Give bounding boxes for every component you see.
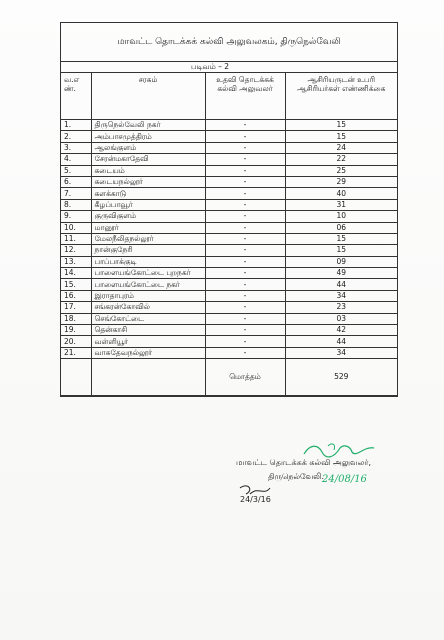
row-sno: 4.	[61, 154, 91, 165]
row-aeeo: -	[205, 176, 285, 187]
row-sno: 5.	[61, 165, 91, 176]
total-label: மொத்தம்	[205, 359, 285, 396]
row-sno: 8.	[61, 199, 91, 210]
row-aeeo: -	[205, 302, 285, 313]
table-row	[61, 336, 397, 347]
row-count: 15	[285, 131, 397, 142]
row-count: 23	[285, 302, 397, 313]
row-aeeo: -	[205, 325, 285, 336]
column-header-count: ஆசிரியருடன் உபரி ஆசிரியர்கள் எண்ணிக்கை	[285, 73, 397, 120]
row-sno: 18.	[61, 313, 91, 324]
row-block-name: செங்கோட்டை	[91, 313, 205, 324]
surplus-teachers-table	[61, 73, 397, 396]
table-row	[61, 176, 397, 187]
row-count: 40	[285, 188, 397, 199]
row-aeeo: -	[205, 142, 285, 153]
row-aeeo: -	[205, 279, 285, 290]
row-sno: 16.	[61, 290, 91, 301]
row-sno: 20.	[61, 336, 91, 347]
row-block-name: களக்காடு	[91, 188, 205, 199]
row-aeeo: -	[205, 268, 285, 279]
row-aeeo: -	[205, 313, 285, 324]
row-count: 34	[285, 347, 397, 358]
row-sno: 14.	[61, 268, 91, 279]
pen-date: 24/3/16	[240, 495, 271, 504]
row-sno: 10.	[61, 222, 91, 233]
handwritten-date	[320, 466, 384, 490]
table-body	[61, 120, 397, 396]
table-row	[61, 290, 397, 301]
total-empty-cell	[91, 359, 205, 396]
row-aeeo: -	[205, 256, 285, 267]
row-count: 15	[285, 245, 397, 256]
row-block-name: தென்காசி	[91, 325, 205, 336]
row-block-name: நான்குநேரி	[91, 245, 205, 256]
table-row	[61, 279, 397, 290]
row-count: 42	[285, 325, 397, 336]
row-block-name: பாப்பாக்குடி	[91, 256, 205, 267]
row-count: 24	[285, 142, 397, 153]
row-sno: 15.	[61, 279, 91, 290]
row-sno: 1.	[61, 120, 91, 131]
table-row	[61, 199, 397, 210]
row-aeeo: -	[205, 222, 285, 233]
table-row	[61, 268, 397, 279]
pen-initials	[236, 480, 300, 504]
table-row	[61, 188, 397, 199]
row-block-name: மேலநீலிதநல்லூர்	[91, 233, 205, 244]
row-aeeo: -	[205, 336, 285, 347]
row-count: 29	[285, 176, 397, 187]
row-aeeo: -	[205, 290, 285, 301]
table-row	[61, 131, 397, 142]
table-row	[61, 142, 397, 153]
table-row	[61, 325, 397, 336]
column-header-sno: வ.எ ண்.	[61, 73, 91, 120]
total-row	[61, 359, 397, 396]
row-count: 10	[285, 211, 397, 222]
office-title: மாவட்ட தொடக்கக் கல்வி அலுவலகம், திருநெல்வேலி	[61, 23, 397, 62]
row-block-name: சேரன்மகாதேவி	[91, 154, 205, 165]
row-block-name: ஆலங்குளம்	[91, 142, 205, 153]
form-label: படிவம் – 2	[61, 62, 397, 73]
row-sno: 2.	[61, 131, 91, 142]
row-aeeo: -	[205, 199, 285, 210]
table-row	[61, 211, 397, 222]
row-block-name: திருநெல்வேலி நகர்	[91, 120, 205, 131]
row-sno: 17.	[61, 302, 91, 313]
row-block-name: வள்ளியூர்	[91, 336, 205, 347]
table-row	[61, 347, 397, 358]
row-aeeo: -	[205, 211, 285, 222]
row-sno: 13.	[61, 256, 91, 267]
row-block-name: கடையநல்லூர்	[91, 176, 205, 187]
handwritten-date-text: 24/08/16	[322, 474, 367, 485]
row-count: 44	[285, 279, 397, 290]
row-sno: 12.	[61, 245, 91, 256]
row-block-name: கடையம்	[91, 165, 205, 176]
total-value: 529	[285, 359, 397, 396]
form-frame	[60, 22, 398, 397]
signatory-designation: மாவட்ட தொடக்கக் கல்வி அலுவலர்,	[236, 458, 371, 467]
table-row	[61, 233, 397, 244]
row-count: 09	[285, 256, 397, 267]
row-sno: 11.	[61, 233, 91, 244]
row-aeeo: -	[205, 165, 285, 176]
row-block-name: அம்பாசமுத்திரம்	[91, 131, 205, 142]
table-row	[61, 302, 397, 313]
row-block-name: மானூர்	[91, 222, 205, 233]
row-aeeo: -	[205, 245, 285, 256]
row-block-name: வாசுதேவநல்லூர்	[91, 347, 205, 358]
row-sno: 9.	[61, 211, 91, 222]
row-aeeo: -	[205, 233, 285, 244]
row-aeeo: -	[205, 131, 285, 142]
row-count: 25	[285, 165, 397, 176]
table-row	[61, 256, 397, 267]
row-aeeo: -	[205, 154, 285, 165]
row-sno: 3.	[61, 142, 91, 153]
row-count: 15	[285, 120, 397, 131]
row-sno: 6.	[61, 176, 91, 187]
row-sno: 21.	[61, 347, 91, 358]
signatory-place: திருநெல்வேலி.	[268, 472, 324, 481]
row-block-name: கீழப்பாவூர்	[91, 199, 205, 210]
row-count: 15	[285, 233, 397, 244]
column-header-block: சரகம்	[91, 73, 205, 120]
row-aeeo: -	[205, 120, 285, 131]
row-block-name: பாளையங்கோட்டை நகர்	[91, 279, 205, 290]
row-count: 06	[285, 222, 397, 233]
row-count: 34	[285, 290, 397, 301]
row-count: 31	[285, 199, 397, 210]
row-count: 03	[285, 313, 397, 324]
row-aeeo: -	[205, 188, 285, 199]
table-row	[61, 165, 397, 176]
table-row	[61, 120, 397, 131]
column-header-aeeo: உதவி தொடக்கக் கல்வி அலுவலர்	[205, 73, 285, 120]
row-block-name: சங்கரன்கோவில்	[91, 302, 205, 313]
table-row	[61, 154, 397, 165]
row-sno: 7.	[61, 188, 91, 199]
row-count: 44	[285, 336, 397, 347]
row-sno: 19.	[61, 325, 91, 336]
row-block-name: இராதாபுரம்	[91, 290, 205, 301]
row-aeeo: -	[205, 347, 285, 358]
table-row	[61, 222, 397, 233]
table-header-row	[61, 73, 397, 120]
row-block-name: பாளையங்கோட்டை புறநகர்	[91, 268, 205, 279]
row-block-name: குருவிகுளம்	[91, 211, 205, 222]
total-empty-cell	[61, 359, 91, 396]
row-count: 22	[285, 154, 397, 165]
row-count: 49	[285, 268, 397, 279]
table-row	[61, 313, 397, 324]
table-row	[61, 245, 397, 256]
